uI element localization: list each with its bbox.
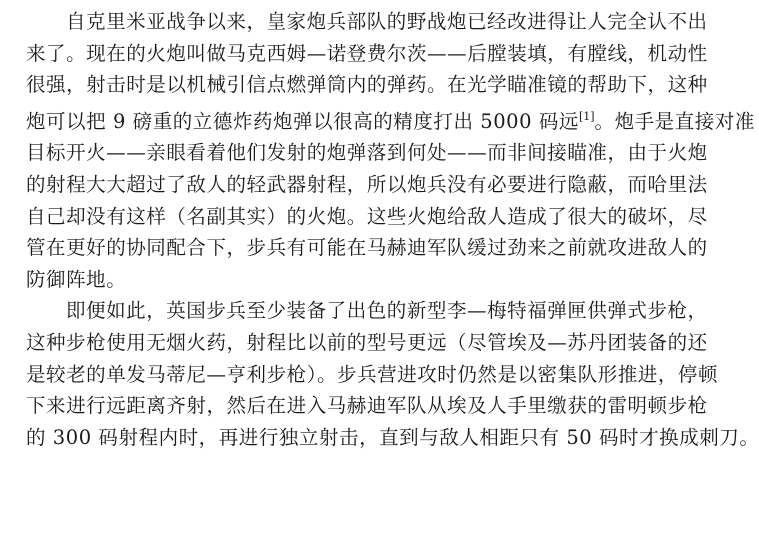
text-line: 目标开火——亲眼看着他们发射的炮弹落到何处——而非间接瞄准，由于火炮 [26, 141, 708, 165]
footnote-reference[interactable]: [1] [578, 109, 595, 123]
text-line: 是较老的单发马蒂尼—亨利步枪）。步兵营进攻时仍然是以密集队形推进，停顿 [26, 362, 719, 386]
text-segment: 。炮手是直接对准 [594, 109, 755, 133]
text-line-with-footnote [26, 101, 755, 138]
text-line: 自克里米亚战争以来，皇家炮兵部队的野战炮已经改进得让人完全认不出 [66, 10, 708, 33]
text-line: 下来进行远距离齐射，然后在进入马赫迪军队从埃及人手里缴获的雷明顿步枪 [26, 394, 708, 418]
text-line: 防御阵地。 [26, 267, 127, 291]
text-line: 很强，射击时是以机械引信点燃弹筒内的弹药。在光学瞄准镜的帮助下，这种 [26, 73, 708, 97]
text-line: 来了。现在的火炮叫做马克西姆—诺登费尔茨——后膛装填，有膛线，机动性 [26, 41, 708, 65]
text-line: 自己却没有这样（名副其实）的火炮。这些火炮给敌人造成了很大的破坏，尽 [26, 204, 708, 228]
text-line: 管在更好的协同配合下，步兵有可能在马赫迪军队缓过劲来之前就攻进敌人的 [26, 236, 708, 260]
text-line: 的 300 码射程内时，再进行独立射击，直到与敌人相距只有 50 码时才换成刺刀。 [26, 425, 759, 449]
text-line: 的射程大大超过了敌人的轻武器射程，所以炮兵没有必要进行隐蔽，而哈里法 [26, 172, 708, 196]
text-segment: 炮可以把 9 磅重的立德炸药炮弹以很高的精度打出 5000 码远 [26, 109, 579, 133]
text-line: 这种步枪使用无烟火药，射程比以前的型号更远（尽管埃及—苏丹团装备的还 [26, 330, 708, 354]
paragraph-1 [26, 6, 755, 295]
text-line: 即便如此，英国步兵至少装备了出色的新型李—梅特福弹匣供弹式步枪， [66, 299, 708, 323]
paragraph-2 [26, 295, 759, 453]
